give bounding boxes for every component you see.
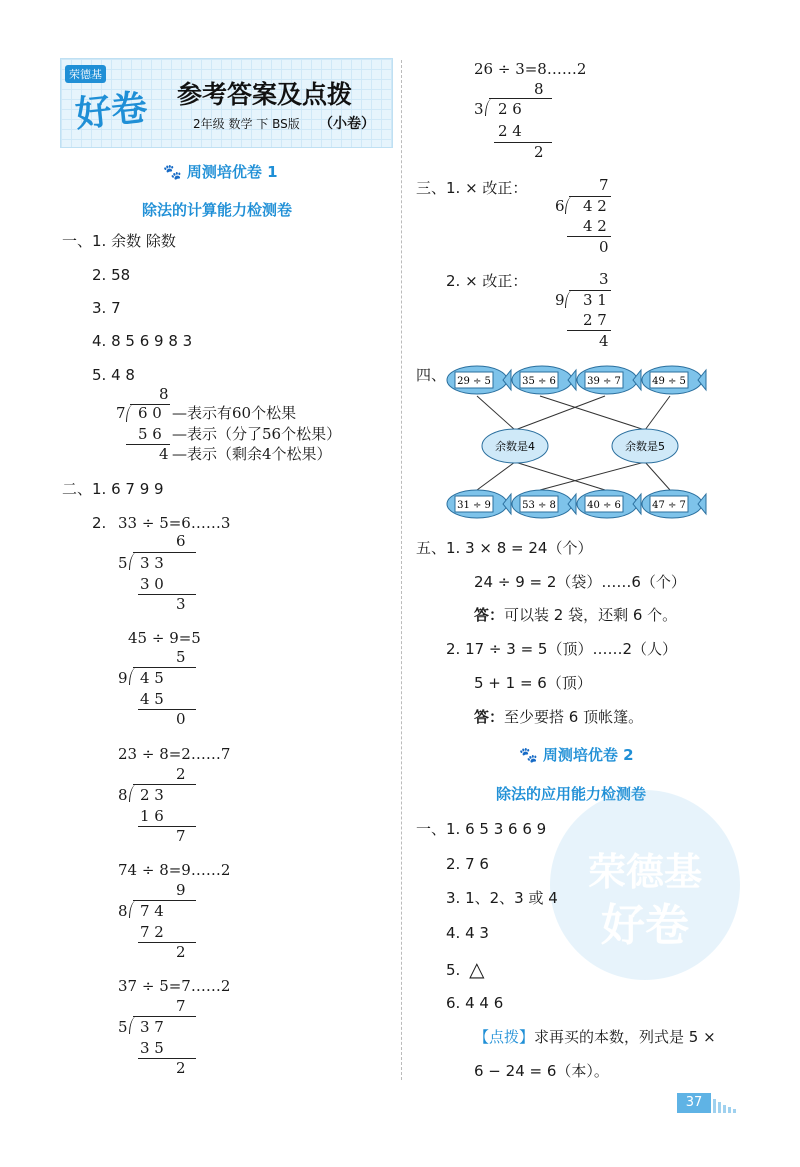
dividend: 6 0 [138,404,162,422]
remainder: 4 [159,445,169,463]
remainder: 7 [176,827,186,845]
hint-label: 【点拨】 [474,1028,535,1046]
product: 7 2 [140,923,164,941]
subtraction-line [138,826,196,827]
dividend: 7 4 [140,902,164,920]
product: 4 5 [140,690,164,708]
note-2: —表示（分了56个松果） [172,425,342,443]
page-title: 参考答案及点拨 [177,80,353,109]
bowl-remainder-4 [482,429,548,463]
division-bar [133,900,196,901]
paw-icon: 🐾 [519,746,538,764]
division-bar [133,1016,196,1017]
product: 3 5 [140,1039,164,1057]
fish-label: 40 ÷ 6 [587,500,621,511]
quotient: 7 [176,997,186,1015]
fish-label: 31 ÷ 9 [457,500,491,511]
s2-q1-2: 2. 7 6 [446,855,489,873]
note-1: —表示有60个松果 [172,404,297,422]
fish-bottom-1 [447,490,511,518]
remainder: 2 [176,1059,186,1077]
subtraction-line [567,330,611,331]
product: 5 6 [138,425,162,443]
watermark-logo-text: 好卷 [601,900,689,951]
correction-division-2 [555,270,635,354]
division-bracket [129,1016,138,1034]
q5-2b: 5 + 1 = 6（顶） [474,674,592,692]
equation: 26 ÷ 3=8……2 [474,60,587,78]
s2-q1-6: 6. 4 4 6 [446,994,504,1012]
q1-4: 4. 8 5 6 9 8 3 [92,332,193,350]
remainder: 0 [176,710,186,728]
q3-label: 三、 [416,179,447,197]
divisor: 8 [118,786,128,804]
q3-1: 1. × 改正： [446,179,528,197]
divisor: 9 [118,669,128,687]
bowl-label: 余数是4 [495,440,535,453]
logo: 好卷 [73,87,150,136]
subtraction-line [138,709,196,710]
watermark-logo [545,770,745,990]
fish-bottom-4 [642,490,706,518]
page-bars-decoration [713,1098,736,1117]
product: 1 6 [140,807,164,825]
fish-top-3 [577,366,641,394]
note-3: —表示（剩余4个松果） [172,445,332,463]
dividend: 3 7 [140,1018,164,1036]
division-bracket [485,98,494,116]
divisor: 5 [118,1018,128,1036]
section-title-2: 🐾 周测培优卷 2 [519,746,634,764]
fish-top-1 [447,366,511,394]
q2-1: 1. 6 7 9 9 [92,480,164,498]
fish-top-4 [642,366,706,394]
s2-q1-1: 1. 6 5 3 6 6 9 [446,820,547,838]
q5-1b: 24 ÷ 9 = 2（袋）……6（个） [474,573,686,591]
division-bracket [565,290,574,308]
division-bracket [565,196,574,214]
subtraction-line [138,942,196,943]
fish-label: 35 ÷ 6 [522,376,556,387]
bowl-label: 余数是5 [625,440,665,453]
s2-q1-5: 5. △ [446,957,485,981]
long-division [118,861,318,961]
fish-label: 39 ÷ 7 [587,376,621,387]
s2-q1-label: 一、 [416,820,447,838]
remainder: 2 [176,943,186,961]
division-bar [133,784,196,785]
divisor: 3 [474,100,484,118]
fish-bottom-2 [512,490,576,518]
fish-label: 29 ÷ 5 [457,376,491,387]
quotient: 8 [159,385,169,403]
equation: 37 ÷ 5=7……2 [118,977,231,995]
quotient: 5 [176,648,186,666]
fish-label: 47 ÷ 7 [652,500,686,511]
q1-1: 1. 余数 除数 [92,232,176,250]
equation: 23 ÷ 8=2……7 [118,745,231,763]
q5-1a: 1. 3 × 8 = 24（个） [446,539,593,557]
triangle-symbol: △ [469,957,485,981]
divisor: 8 [118,902,128,920]
remainder: 4 [599,332,609,350]
q4-label: 四、 [416,366,447,384]
section-subtitle-1: 除法的计算能力检测卷 [142,201,293,219]
remainder: 0 [599,238,609,256]
quotient: 2 [176,765,186,783]
bowl-remainder-5 [612,429,678,463]
q1-label: 一、 [62,232,93,250]
page-number: 37 [677,1093,711,1113]
division-bracket [129,667,138,685]
grade-subtitle: 2年级 数学 下 BS版 [193,117,300,131]
product: 2 4 [498,122,522,140]
header-banner [60,58,393,148]
dividend: 3 1 [583,291,607,309]
dividend: 4 2 [583,197,607,215]
dividend: 4 5 [140,669,164,687]
s2-q1-3: 3. 1、2、3 或 4 [446,889,558,907]
long-division [474,60,674,160]
division-bar [489,98,552,99]
subtraction-line [138,594,196,595]
q5-2c: 答：至少要搭 6 顶帐篷。 [474,708,644,726]
quotient: 6 [176,532,186,550]
long-division [118,745,318,845]
q5-1c: 答：可以装 2 袋，还剩 6 个。 [474,606,678,624]
section-subtitle-2: 除法的应用能力检测卷 [496,785,647,803]
divisor: 9 [555,291,565,309]
q1-2: 2. 58 [92,266,131,284]
product: 4 2 [583,217,607,235]
q1-3: 3. 7 [92,299,121,317]
equation: 33 ÷ 5=6……3 [118,514,231,532]
long-division [118,514,318,614]
fish-label: 53 ÷ 8 [522,500,556,511]
q5-label: 五、 [416,539,447,557]
column-divider [401,60,402,1080]
subtraction-line [138,1058,196,1059]
section-title-1: 🐾 周测培优卷 1 [163,163,278,181]
long-division [118,629,318,729]
q2-2: 2. [92,514,107,532]
watermark-brand: 荣德基 [587,850,703,894]
remainder: 3 [176,595,186,613]
division-60-by-7 [116,385,376,465]
fish-label: 49 ÷ 5 [652,376,686,387]
dividend: 3 3 [140,554,164,572]
divisor: 6 [555,197,565,215]
q1-5: 5. 4 8 [92,366,135,384]
dividend: 2 3 [140,786,164,804]
division-bracket [129,552,138,570]
fish-bottom-3 [577,490,641,518]
product: 3 0 [140,575,164,593]
product: 2 7 [583,311,607,329]
divisor: 5 [118,554,128,572]
edition-label: （小卷） [319,116,375,132]
equation: 45 ÷ 9=5 [128,629,201,647]
fish-matching-diagram [445,358,710,528]
q3-2: 2. × 改正： [446,272,528,290]
quotient: 8 [534,80,544,98]
paw-icon: 🐾 [163,163,182,181]
division-bracket [129,900,138,918]
subtraction-line [567,236,611,237]
division-bracket [129,784,138,802]
dividend: 2 6 [498,100,522,118]
quotient: 7 [599,176,609,194]
quotient: 3 [599,270,609,288]
fish-top-2 [512,366,576,394]
division-bar [133,552,196,553]
hint-line-2: 6 − 24 = 6（本）。 [474,1062,609,1080]
equation: 74 ÷ 8=9……2 [118,861,231,879]
hint-line-1: 【点拨】求再买的本数，列式是 5 × [474,1028,716,1046]
division-bracket [126,404,135,422]
q2-label: 二、 [62,480,93,498]
long-division [118,977,318,1077]
division-bar [133,667,196,668]
brand-tag: 荣德基 [65,65,106,83]
correction-division-1 [555,176,635,260]
s2-q1-4: 4. 4 3 [446,924,489,942]
remainder: 2 [534,143,544,161]
q5-2a: 2. 17 ÷ 3 = 5（顶）……2（人） [446,640,678,658]
quotient: 9 [176,881,186,899]
divisor: 7 [116,404,126,422]
